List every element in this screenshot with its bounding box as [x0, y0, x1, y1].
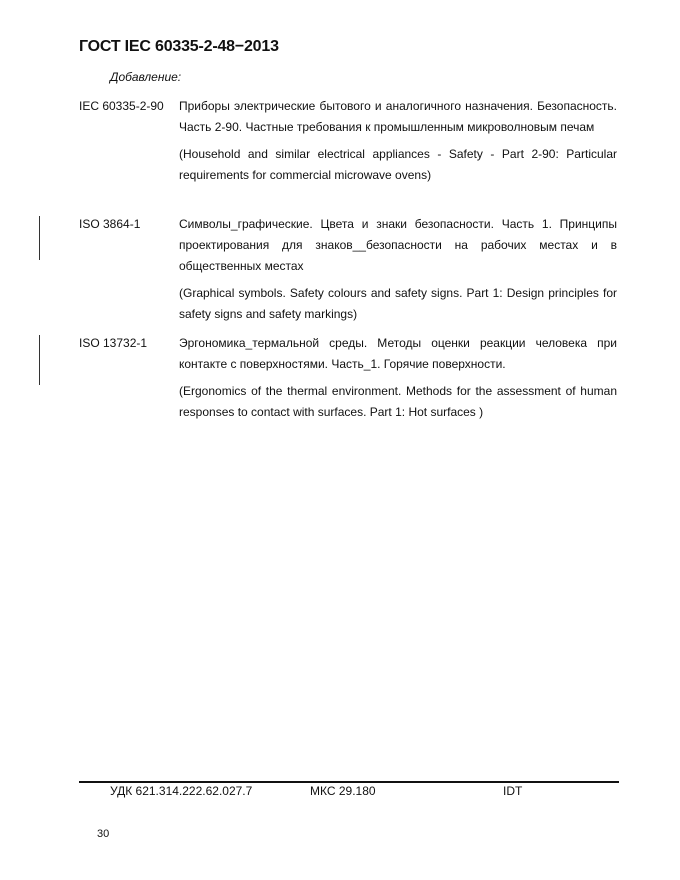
english-title: (Graphical symbols. Safety colours and safety signs. Part 1: Design principles for safety signs and safety markings) [179, 286, 617, 321]
section-label: Добавление: [110, 70, 182, 84]
standard-code: ISO 3864-1 [79, 217, 141, 231]
english-title: (Household and similar electrical appliances - Safety - Part 2-90: Particular requirements for commercial microwave ovens) [179, 147, 617, 182]
change-bar [39, 216, 40, 260]
reference-entry [79, 214, 617, 325]
page-header: ГОСТ IEC 60335-2-48−2013 [79, 38, 279, 55]
english-title: (Ergonomics of the thermal environment. Methods for the assessment of human responses to contact with surfaces. Part 1: Hot surfaces ) [179, 384, 617, 419]
footer-rule [79, 781, 619, 783]
standard-code: ISO 13732-1 [79, 336, 148, 350]
udc-code: УДК 621.314.222.62.027.7 [110, 784, 253, 798]
idt-code: IDT [503, 784, 523, 798]
russian-title: Приборы электрические бытового и аналогичного назначения. Безопасность. Часть 2-90. Частные требования к промышленным микроволновым печам [179, 99, 617, 134]
change-bar [39, 335, 40, 385]
mks-code: МКС 29.180 [310, 784, 376, 798]
page-number: 30 [97, 828, 110, 840]
russian-title: Эргономика_термальной среды. Методы оценки реакции человека при контакте с поверхностями. Часть_1. Горячие поверхности. [179, 336, 617, 371]
reference-entry [79, 96, 617, 186]
standard-code: IEC 60335-2-90 [79, 99, 164, 113]
reference-entry [79, 333, 617, 423]
russian-title: Символы_графические. Цвета и знаки безопасности. Часть 1. Принципы проектирования для знаков__безопасности на рабочих местах и в общественных местах [179, 217, 617, 273]
